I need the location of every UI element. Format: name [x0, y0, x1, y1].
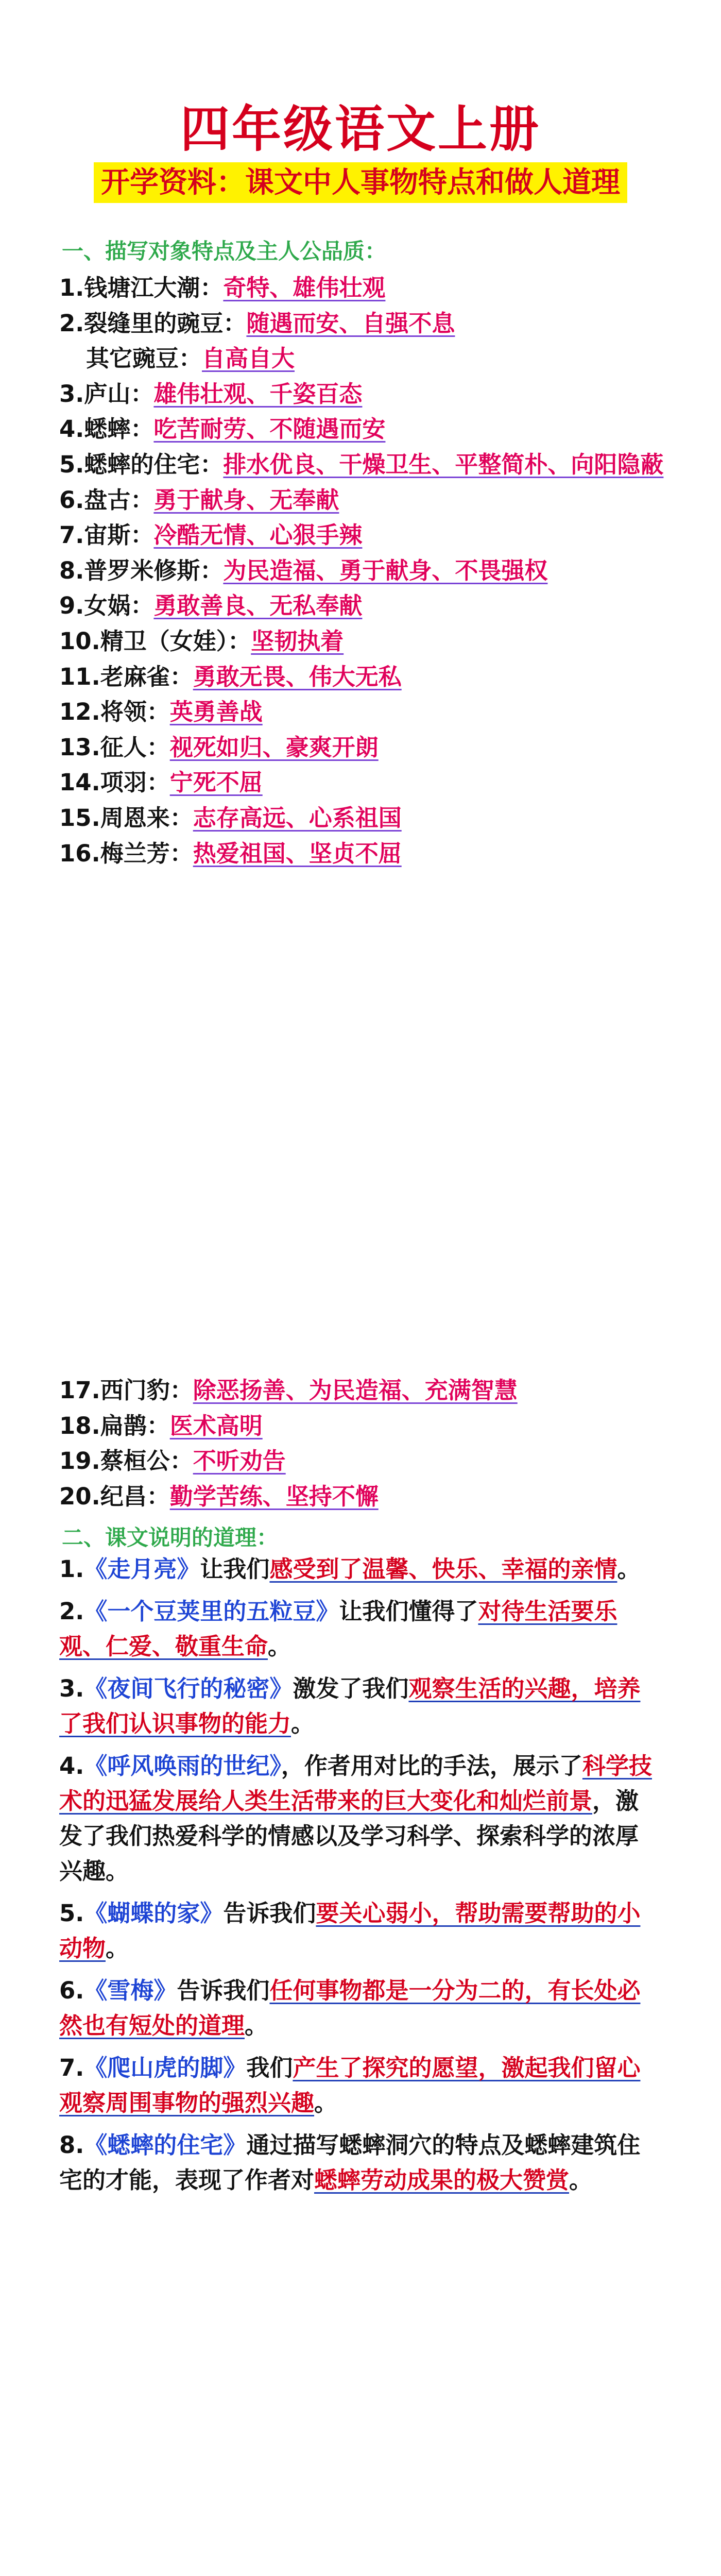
feature-traits: 雄伟壮观、千姿百态	[153, 380, 363, 408]
reason-number: 4.	[59, 1752, 84, 1780]
reason-text: 。	[617, 1555, 641, 1583]
feature-traits: 排水优良、干燥卫生、平整简朴、向阳隐蔽	[223, 450, 664, 478]
reason-number: 3.	[59, 1675, 84, 1702]
feature-row	[59, 624, 657, 659]
reason-text: 让我们懂得了	[339, 1598, 478, 1625]
feature-subject: 3.庐山：	[59, 380, 154, 408]
feature-row	[59, 270, 657, 306]
reasons-list-1	[59, 1552, 657, 2205]
feature-subject: 19.蔡桓公：	[59, 1447, 193, 1475]
feature-traits: 勇敢善良、无私奉献	[153, 592, 363, 620]
feature-row	[59, 659, 657, 695]
lesson-title: 《蝴蝶的家》	[84, 1900, 224, 1927]
reason-number: 8.	[59, 2131, 84, 2159]
feature-subject: 17.西门豹：	[59, 1377, 193, 1404]
lesson-title: 《走月亮》	[84, 1555, 200, 1583]
feature-row	[59, 588, 657, 624]
feature-row	[59, 730, 657, 766]
feature-traits: 为民造福、勇于献身、不畏强权	[223, 556, 548, 584]
reason-key-point: 要关心弱小，帮助需要帮助的小动物	[59, 1900, 641, 1962]
lesson-title: 《呼风唤雨的世纪》	[84, 1752, 281, 1780]
subtitle-banner	[0, 162, 721, 203]
feature-subject: 1.钱塘江大潮：	[59, 274, 224, 301]
reason-paragraph	[59, 1552, 657, 1587]
reason-key-point: 对待生活要乐观、仁爱、敬重生命	[59, 1598, 617, 1660]
feature-row	[59, 377, 657, 412]
feature-subject: 18.扁鹊：	[59, 1412, 170, 1439]
feature-row	[59, 447, 664, 483]
reason-text: 。	[245, 2012, 268, 2039]
reason-text: 告诉我们	[223, 1900, 316, 1927]
section-heading-features: 一、描写对象特点及主人公品质：	[62, 239, 387, 264]
feature-subject: 5.蟋蟀的住宅：	[59, 450, 224, 478]
feature-traits: 视死如归、豪爽开朗	[169, 733, 379, 761]
feature-row	[59, 483, 657, 518]
feature-traits: 坚韧执着	[251, 627, 344, 655]
feature-traits: 自高自大	[202, 345, 295, 372]
feature-traits: 志存高远、心系祖国	[193, 804, 402, 832]
feature-subject: 4.蟋蟀：	[59, 415, 154, 443]
feature-traits: 勇敢无畏、伟大无私	[193, 663, 402, 690]
feature-traits: 奇特、雄伟壮观	[223, 274, 386, 301]
feature-subject: 9.女娲：	[59, 592, 154, 620]
feature-subject: 6.盘古：	[59, 486, 154, 514]
lesson-title: 《蟋蟀的住宅》	[84, 2131, 247, 2159]
feature-traits: 不听劝告	[193, 1447, 286, 1475]
reason-key-point: 感受到了温馨、快乐、幸福的亲情	[269, 1555, 617, 1583]
reason-key-point: 产生了探究的愿望，激起我们留心观察周围事物的强烈兴趣	[59, 2054, 641, 2116]
reason-paragraph	[59, 1896, 657, 1966]
feature-row	[59, 518, 657, 553]
feature-row	[59, 553, 657, 589]
feature-subject: 11.老麻雀：	[59, 663, 193, 690]
features-list-2	[59, 1373, 657, 1514]
reason-paragraph	[59, 1594, 657, 1664]
features-list-1	[59, 270, 664, 871]
feature-row	[59, 1444, 657, 1479]
reason-paragraph	[59, 2128, 657, 2198]
reason-key-point: 科学技术的迅猛发展给人类生活带来的巨大变化和灿烂前景	[59, 1752, 652, 1815]
feature-traits: 冷酷无情、心狠手辣	[153, 521, 363, 549]
feature-traits: 医术高明	[169, 1412, 263, 1439]
reason-text: 。	[569, 2166, 593, 2194]
feature-row	[59, 1409, 657, 1444]
feature-row	[59, 412, 657, 447]
reason-text: 通过描写蟋蟀洞穴的特点及蟋蟀建筑住宅的才能，表现了作者对	[59, 2131, 641, 2194]
feature-traits: 勇于献身、无奉献	[153, 486, 339, 514]
reason-text: 我们	[246, 2054, 293, 2081]
reason-paragraph	[59, 1973, 657, 2043]
feature-traits: 宁死不屈	[169, 769, 263, 796]
feature-traits: 勤学苦练、坚持不懈	[169, 1482, 379, 1510]
feature-row	[59, 694, 657, 730]
reason-text: 。	[291, 1710, 315, 1737]
feature-subject: 2.裂缝里的豌豆：	[59, 309, 247, 337]
lesson-title: 《雪梅》	[84, 1977, 177, 2004]
reason-number: 2.	[59, 1598, 84, 1625]
lesson-title: 《夜间飞行的秘密》	[84, 1675, 293, 1702]
reason-key-point: 任何事物都是一分为二的，有长处必然也有短处的道理	[59, 1977, 641, 2039]
reason-paragraph	[59, 1671, 657, 1741]
feature-subject: 14.项羽：	[59, 769, 170, 796]
feature-row	[59, 341, 657, 377]
reason-text: 让我们	[200, 1555, 270, 1583]
feature-subject: 10.精卫（女娃）：	[59, 627, 251, 655]
feature-row	[59, 836, 657, 872]
reason-number: 1.	[59, 1555, 84, 1583]
reason-key-point: 蟋蟀劳动成果的极大赞赏	[314, 2166, 570, 2194]
reason-key-point: 观察生活的兴趣，培养了我们认识事物的能力	[59, 1675, 641, 1737]
feature-row	[59, 1479, 657, 1515]
lesson-title: 《一个豆荚里的五粒豆》	[84, 1598, 339, 1625]
feature-subject: 12.将领：	[59, 698, 170, 726]
feature-subject: 8.普罗米修斯：	[59, 556, 224, 584]
reason-text: 激发了我们	[293, 1675, 409, 1702]
feature-subject: 7.宙斯：	[59, 521, 154, 549]
reason-paragraph	[59, 2050, 657, 2121]
feature-traits: 除恶扬善、为民造福、充满智慧	[193, 1377, 518, 1404]
reason-paragraph	[59, 1749, 657, 1889]
reason-text: 。	[314, 2089, 338, 2116]
reason-number: 7.	[59, 2054, 84, 2081]
page-title: 四年级语文上册	[180, 100, 541, 158]
feature-traits: 热爱祖国、坚贞不屈	[193, 839, 402, 867]
reason-text: 告诉我们	[177, 1977, 270, 2004]
feature-subject: 16.梅兰芳：	[59, 839, 193, 867]
reason-number: 6.	[59, 1977, 84, 2004]
feature-row	[59, 765, 657, 801]
feature-subject: 15.周恩来：	[59, 804, 193, 832]
reason-number: 5.	[59, 1900, 84, 1927]
feature-subject: 其它豌豆：	[86, 345, 202, 372]
feature-subject: 13.征人：	[59, 733, 170, 761]
feature-row	[59, 801, 657, 836]
reason-text: 。	[268, 1633, 291, 1660]
section-heading-reasons: 二、课文说明的道理：	[62, 1525, 279, 1550]
feature-traits: 吃苦耐劳、不随遇而安	[153, 415, 386, 443]
lesson-title: 《爬山虎的脚》	[84, 2054, 247, 2081]
feature-subject: 20.纪昌：	[59, 1482, 170, 1510]
feature-traits: 英勇善战	[169, 698, 263, 726]
reason-text: 。	[106, 1935, 129, 1962]
feature-traits: 随遇而安、自强不息	[246, 309, 455, 337]
reason-text: ，激发了我们热爱科学的情感以及学习科学、探索科学的浓厚兴趣。	[59, 1787, 639, 1885]
feature-row	[59, 1373, 657, 1409]
page-subtitle: 开学资料：课文中人事物特点和做人道理	[94, 162, 627, 203]
feature-row	[59, 306, 657, 342]
reason-text: ，作者用对比的手法，展示了	[281, 1752, 582, 1780]
